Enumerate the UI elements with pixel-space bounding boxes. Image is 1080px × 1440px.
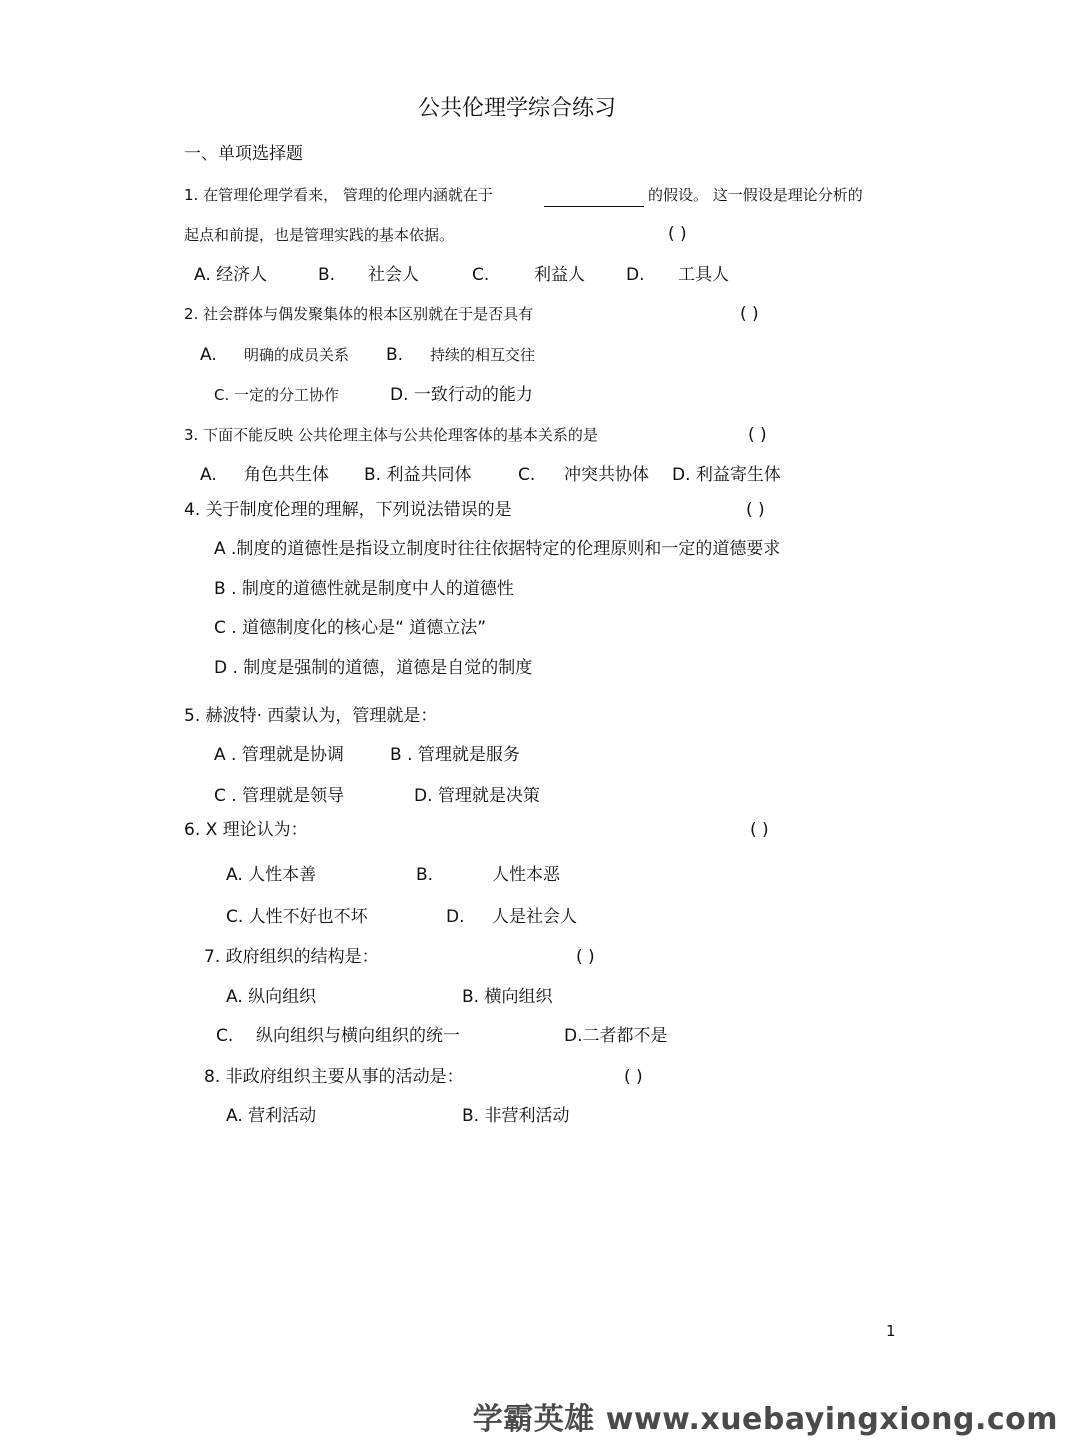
option-a: A. 纵向组织 bbox=[226, 987, 317, 1007]
option-b: 社会人 bbox=[368, 265, 419, 285]
answer-parentheses: ( ) bbox=[746, 500, 765, 520]
option-c: 利益人 bbox=[534, 265, 585, 285]
option-c-letter: C. bbox=[216, 1026, 234, 1046]
option-a: 角色共生体 bbox=[244, 465, 329, 485]
question-5-stem: 5. 赫波特· 西蒙认为，管理就是： bbox=[184, 706, 438, 726]
option-c: C. 人性不好也不坏 bbox=[226, 907, 368, 927]
option-a: 明确的成员关系 bbox=[244, 346, 350, 364]
option-b: B. 非营利活动 bbox=[462, 1106, 570, 1126]
question-1-stem-line2: 起点和前提，也是管理实践的基本依据。 bbox=[184, 226, 455, 244]
option-c: C. 一定的分工协作 bbox=[214, 386, 340, 404]
option-c-letter: C. bbox=[518, 465, 536, 485]
section-heading: 一、单项选择题 bbox=[184, 144, 303, 164]
option-d: D.二者都不是 bbox=[564, 1026, 668, 1046]
option-b: B . 管理就是服务 bbox=[390, 745, 520, 765]
answer-parentheses: ( ) bbox=[750, 820, 769, 840]
answer-parentheses: ( ) bbox=[668, 224, 687, 244]
option-d: D . 制度是强制的道德，道德是自觉的制度 bbox=[214, 658, 533, 678]
watermark: 学霸英雄 www.xuebayingxiong.com bbox=[472, 1402, 1058, 1437]
option-b: 人性本恶 bbox=[492, 865, 560, 885]
option-a: A. 营利活动 bbox=[226, 1106, 317, 1126]
option-a: A. 人性本善 bbox=[226, 865, 317, 885]
option-b-letter: B. bbox=[386, 345, 404, 365]
option-b: B. 利益共同体 bbox=[364, 465, 472, 485]
page-number: 1 bbox=[886, 1322, 896, 1340]
option-d: D. 利益寄生体 bbox=[672, 465, 781, 485]
question-6-stem: 6. X 理论认为： bbox=[184, 820, 308, 840]
option-b: 持续的相互交往 bbox=[430, 346, 536, 364]
question-7-stem: 7. 政府组织的结构是： bbox=[204, 947, 379, 967]
question-2-stem: 2. 社会群体与偶发聚集体的根本区别就在于是否具有 bbox=[184, 305, 534, 323]
option-a: A . 管理就是协调 bbox=[214, 745, 344, 765]
question-1-stem-part1: 1. 在管理伦理学看来， 管理的伦理内涵就在于 bbox=[184, 186, 493, 204]
option-c: 纵向组织与横向组织的统一 bbox=[256, 1026, 460, 1046]
option-c: C . 道德制度化的核心是“ 道德立法” bbox=[214, 618, 487, 638]
question-1-stem-part2: 的假设。 这一假设是理论分析的 bbox=[648, 186, 863, 204]
option-b: B . 制度的道德性就是制度中人的道德性 bbox=[214, 579, 514, 599]
answer-parentheses: ( ) bbox=[576, 947, 595, 967]
option-c: 冲突共协体 bbox=[564, 465, 649, 485]
option-a-letter: A. bbox=[200, 345, 217, 365]
question-4-stem: 4. 关于制度伦理的理解，下列说法错误的是 bbox=[184, 500, 512, 520]
option-b-letter: B. bbox=[318, 265, 336, 285]
fill-in-blank bbox=[544, 190, 644, 207]
answer-parentheses: ( ) bbox=[740, 304, 759, 324]
option-d: D. 一致行动的能力 bbox=[390, 385, 533, 405]
option-d: 人是社会人 bbox=[492, 907, 577, 927]
option-a-letter: A. bbox=[200, 465, 217, 485]
option-c-letter: C. bbox=[472, 265, 490, 285]
option-a: A. 经济人 bbox=[194, 265, 268, 285]
option-a: A .制度的道德性是指设立制度时往往依据特定的伦理原则和一定的道德要求 bbox=[214, 539, 781, 559]
answer-parentheses: ( ) bbox=[624, 1067, 643, 1087]
answer-parentheses: ( ) bbox=[748, 425, 767, 445]
option-d: 工具人 bbox=[678, 265, 729, 285]
option-b-letter: B. bbox=[416, 865, 434, 885]
option-d-letter: D. bbox=[626, 265, 645, 285]
option-d: D. 管理就是决策 bbox=[414, 786, 540, 806]
question-8-stem: 8. 非政府组织主要从事的活动是： bbox=[204, 1067, 464, 1087]
question-3-stem: 3. 下面不能反映 公共伦理主体与公共伦理客体的基本关系的是 bbox=[184, 426, 598, 444]
page-title: 公共伦理学综合练习 bbox=[418, 96, 617, 121]
option-d-letter: D. bbox=[446, 907, 465, 927]
option-b: B. 横向组织 bbox=[462, 987, 553, 1007]
option-c: C . 管理就是领导 bbox=[214, 786, 345, 806]
